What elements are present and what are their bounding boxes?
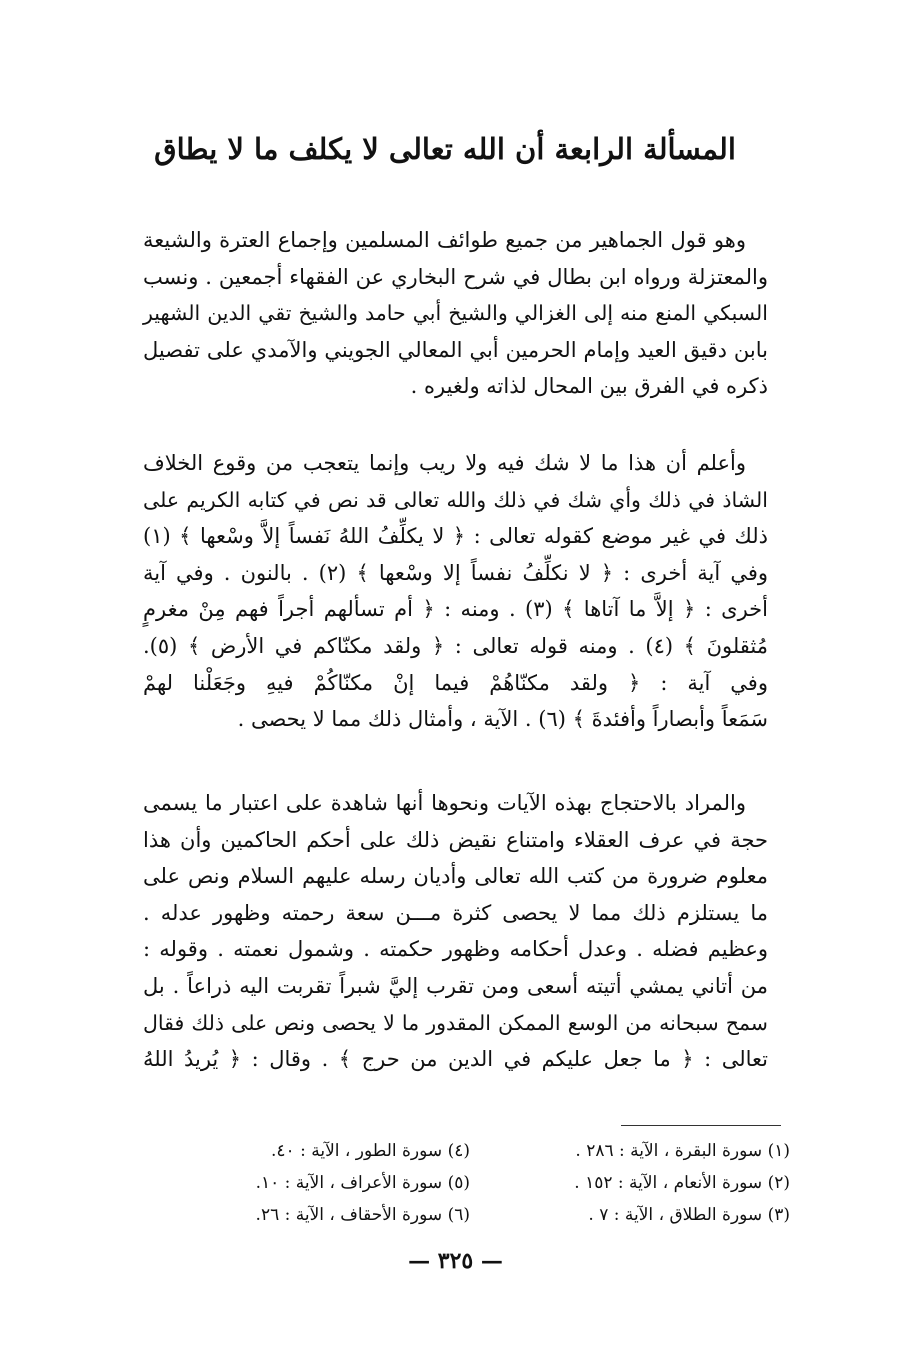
footnote: (٦) سورة الأحقاف ، الآية : ٢٦. [255,1205,470,1225]
paragraph-1 [143,222,768,405]
text-line: والمراد بالاحتجاج بهذه الآيات ونحوها أنها شاهدة على اعتبار ما يسمى [143,791,746,815]
footnote: (١) سورة البقرة ، الآية : ٢٨٦ . [575,1141,790,1161]
page-title: المسألة الرابعة أن الله تعالى لا يكلف ما لا يطاق [154,132,736,166]
text-line: وأعلم أن هذا ما لا شك فيه ولا ريب وإنما يتعجب من وقوع الخلاف [143,451,746,475]
text-line: وفي آية أخرى : ﴿ لا نكلِّفُ نفساً إلا وسْعها ﴾ (٢) . بالنون . وفي آية [143,560,769,585]
text-line: تعالى : ﴿ ما جعل عليكم في الدين من حرج ﴾ . وقال : ﴿ يُريدُ اللهُ [143,1047,768,1072]
paragraph-3 [143,785,768,1078]
text-line: ذلك في غير موضع كقوله تعالى : ﴿ لا يكلِّفُ اللهُ نَفساً إلاَّ وسْعها ﴾ (١) [143,524,768,549]
text-line: وفي آية : ﴿ ولقد مكنّاهُمْ فيما إنْ مكنّاكُمْ فيهِ وجَعَلْنا لهمْ [143,670,768,695]
text-line: السبكي المنع منه إلى الغزالي والشيخ أبي حامد والشيخ تقي الدين الشهير [143,301,768,326]
text-line: والمعتزلة ورواه ابن بطال في شرح البخاري عن الفقهاء أجمعين . ونسب [143,264,768,289]
footnotes-right-column [490,1135,790,1231]
text-line: ذكره في الفرق بين المحال لذاته ولغيره . [410,374,768,399]
page-number: — ٣٢٥ — [408,1248,503,1274]
text-line: معلوم ضرورة من كتب الله تعالى وأديان رسله عليهم السلام ونص على [143,864,768,889]
footnote-separator [621,1125,781,1126]
footnotes-left-column [170,1135,470,1231]
footnote: (٥) سورة الأعراف ، الآية : ١٠. [255,1173,470,1193]
text-line: ما يستلزم ذلك مما لا يحصى كثرة مـــن سعة رحمته وظهور عدله . [143,900,768,925]
footnote: (٣) سورة الطلاق ، الآية : ٧ . [588,1205,790,1225]
text-line: مُثقلونَ ﴾ (٤) . ومنه قوله تعالى : ﴿ ولقد مكنّاكم في الأرض ﴾ (٥). [143,633,768,658]
text-line: وعظيم فضله . وعدل أحكامه وظهور حكمته . وشمول نعمته . وقوله : [143,937,768,962]
footnote: (٤) سورة الطور ، الآية : ٤٠. [271,1141,470,1161]
text-line: حجة في عرف العقلاء وامتناع نقيض ذلك على أحكم الحاكمين وأن هذا [143,827,768,852]
text-line: أخرى : ﴿ إلاَّ ما آتاها ﴾ (٣) . ومنه : ﴿ أم تسألهم أجراً فهم مِنْ مغرمٍ [143,597,769,622]
text-line: بابن دقيق العيد وإمام الحرمين أبي المعالي الجويني والآمدي على تفصيل [143,337,768,362]
text-line: الشاذ في ذلك وأي شك في ذلك والله تعالى قد نص في كتابه الكريم على [143,487,768,512]
footnote: (٢) سورة الأنعام ، الآية : ١٥٢ . [574,1173,790,1193]
text-line: من أتاني يمشي أتيته أسعى ومن تقرب إليَّ شبراً تقربت اليه ذراعاً . بل [143,973,769,998]
text-line: سَمَعاً وأبصاراً وأفئدةَ ﴾ (٦) . الآية ، وأمثال ذلك مما لا يحصى . [237,707,768,732]
text-line: وهو قول الجماهير من جميع طوائف المسلمين وإجماع العترة والشيعة [143,228,746,252]
text-line: سمح سبحانه من الوسع الممكن المقدور ما لا يحصى ونص على ذلك فقال [143,1010,768,1035]
paragraph-2 [143,445,768,738]
